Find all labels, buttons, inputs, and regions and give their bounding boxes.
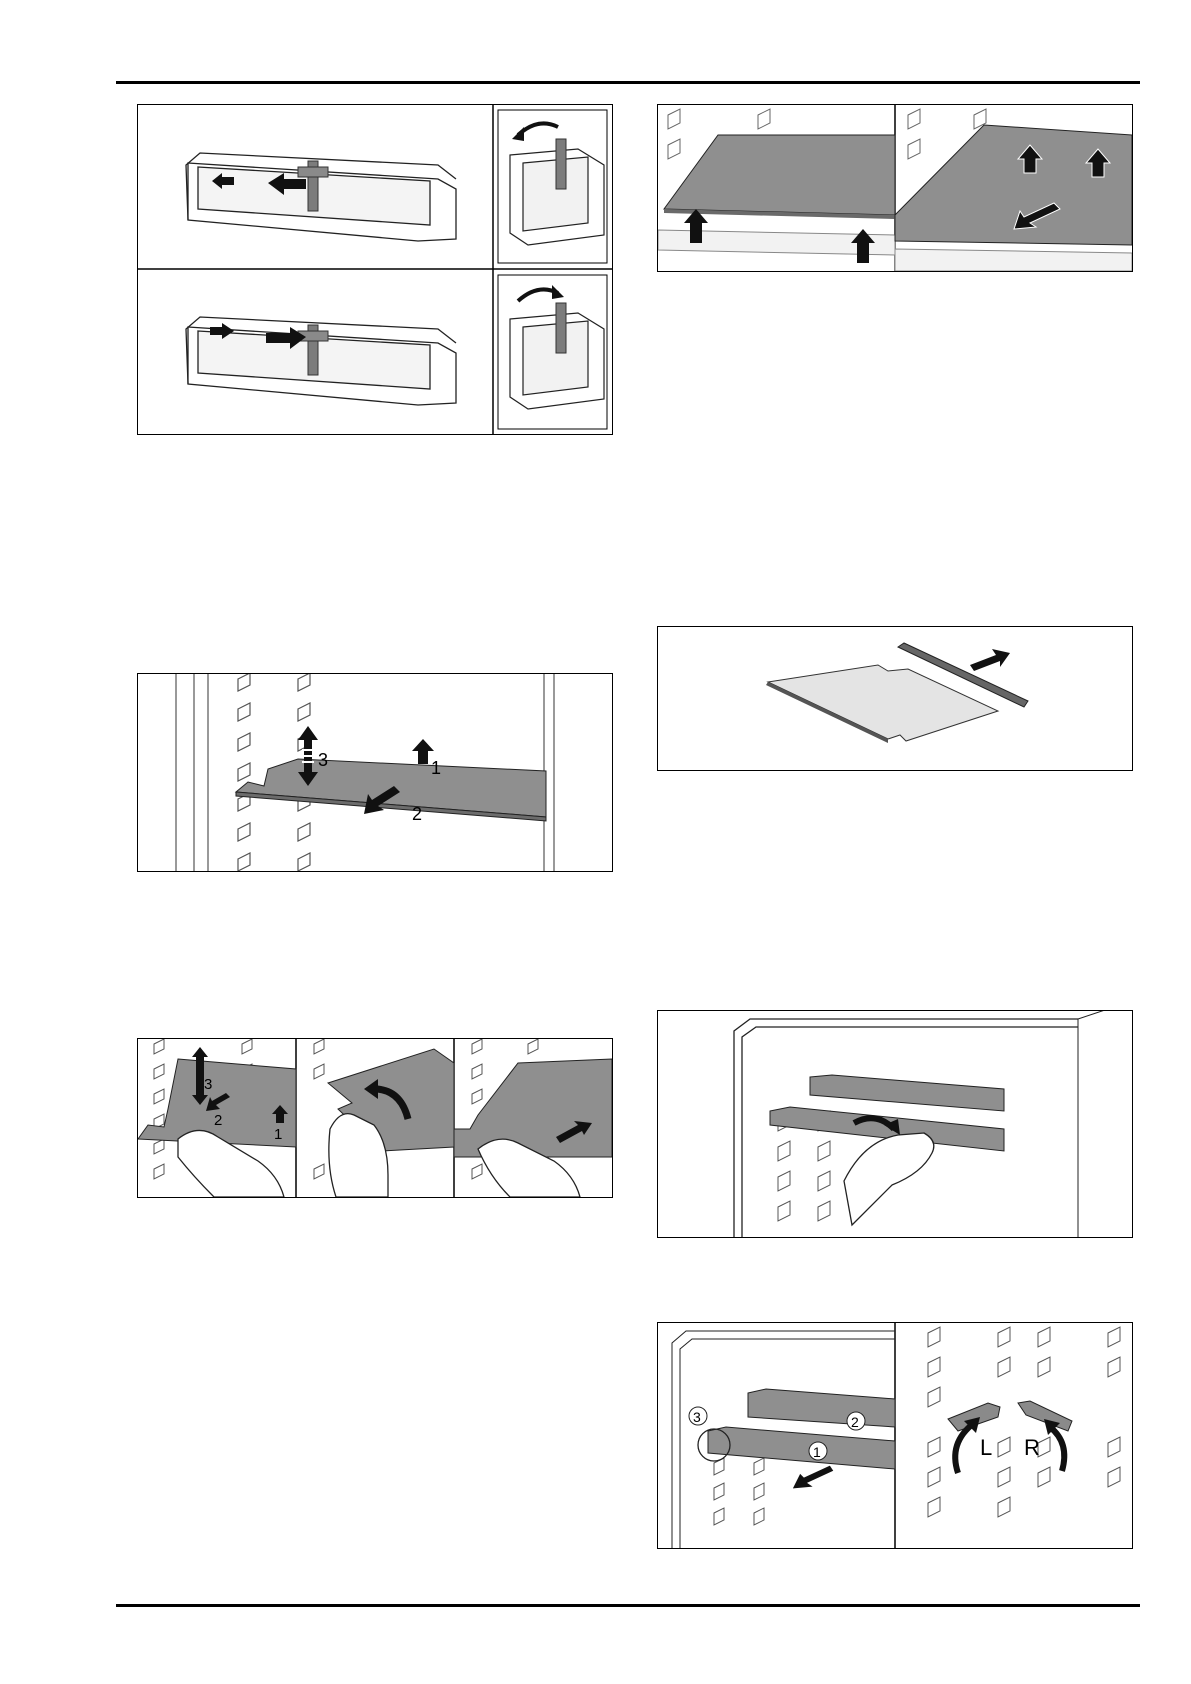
footer-rule <box>116 1604 1140 1607</box>
header-rule <box>116 81 1140 84</box>
step-label: 1 <box>431 758 442 778</box>
figure-remove-insert <box>657 1322 1133 1549</box>
figure-shelf-pull <box>137 673 613 872</box>
step-label: 2 <box>851 1414 859 1430</box>
shelf-tilt-illustration <box>658 1011 1132 1237</box>
shelf-support-right <box>1018 1401 1072 1431</box>
step-label: 3 <box>318 750 329 770</box>
step-label: 1 <box>274 1126 283 1143</box>
hand-sequence-illustration <box>138 1039 612 1197</box>
figure-shelf-lift <box>657 104 1133 272</box>
shelf-lift-illustration <box>658 105 1132 271</box>
glass-shelf <box>810 1075 1004 1111</box>
arrow-down-left-icon <box>792 1465 834 1489</box>
hand <box>844 1133 934 1225</box>
step-label: 3 <box>693 1409 701 1425</box>
step-label: 3 <box>204 1076 213 1093</box>
shelf-strip-illustration <box>658 627 1132 770</box>
glass-shelf <box>454 1059 612 1157</box>
glass-shelf <box>895 125 1132 245</box>
glass-shelf <box>748 1389 895 1427</box>
figure-shelf-tilt <box>657 1010 1133 1238</box>
step-label: 2 <box>412 804 423 824</box>
glass-shelf <box>708 1427 895 1469</box>
figure-shelf-strip <box>657 626 1133 771</box>
arrow-up-right-icon <box>970 649 1010 671</box>
shelf-pull-illustration <box>138 674 612 871</box>
step-label: 2 <box>214 1112 223 1129</box>
remove-insert-illustration <box>658 1323 1132 1548</box>
figure-door-tray <box>137 104 613 435</box>
door-tray-illustration <box>138 105 612 434</box>
figure-hand-sequence <box>137 1038 613 1198</box>
glass-shelf <box>664 135 895 215</box>
step-label: 1 <box>813 1444 821 1460</box>
support-label-right: R <box>1024 1435 1040 1460</box>
curved-arrow-icon <box>1050 1427 1064 1471</box>
support-label-left: L <box>980 1435 993 1460</box>
